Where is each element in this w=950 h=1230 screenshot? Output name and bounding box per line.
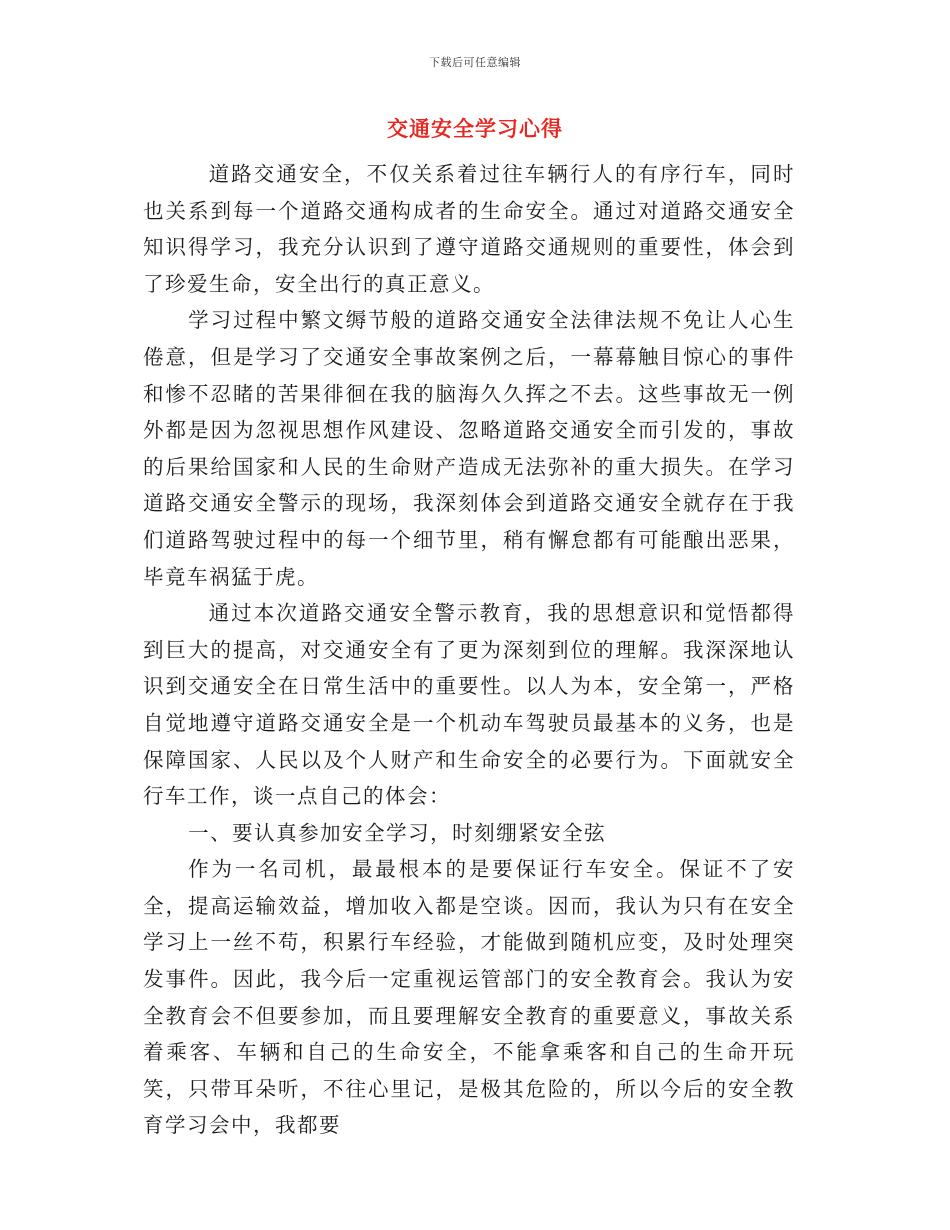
document-body <box>143 156 795 1144</box>
paragraph-1: 道路交通安全，不仅关系着过往车辆行人的有序行车，同时也关系到每一个道路交通构成者的生命安全。通过对道路交通安全知识得学习，我充分认识到了遵守道路交通规则的重要性，体会到了珍爱生命，安全出行的真正意义。 <box>143 162 795 296</box>
document-title: 交通安全学习心得 <box>387 116 563 141</box>
section-heading-1: 一、要认真参加安全学习，时刻绷紧安全弦 <box>188 820 607 845</box>
paragraph-2: 学习过程中繁文缛节般的道路交通安全法律法规不免让人心生倦意，但是学习了交通安全事故案例之后，一幕幕触目惊心的事件和惨不忍睹的苦果徘徊在我的脑海久久挥之不去。这些事故无一例外都是因为忽视思想作风建设、忽略道路交通安全而引发的，事故的后果给国家和人民的生命财产造成无法弥补的重大损失。在学习道路交通安全警示的现场，我深刻体会到道路交通安全就存在于我们道路驾驶过程中的每一个细节里，稍有懈怠都有可能酿出恶果，毕竟车祸猛于虎。 <box>143 308 795 589</box>
paragraph-3: 通过本次道路交通安全警示教育，我的思想意识和觉悟都得到巨大的提高，对交通安全有了更为深刻到位的理解。我深深地认识到交通安全在日常生活中的重要性。以人为本，安全第一，严格自觉地遵守道路交通安全是一个机动车驾驶员最基本的义务，也是保障国家、人民以及个人财产和生命安全的必要行为。下面就安全行车工作，谈一点自己的体会： <box>143 601 795 809</box>
header-note: 下载后可任意编辑 <box>429 56 521 69</box>
paragraph-4: 作为一名司机，最最根本的是要保证行车安全。保证不了安全，提高运输效益，增加收入都是空谈。因而，我认为只有在安全学习上一丝不苟，积累行车经验，才能做到随机应变，及时处理突发事件。因此，我今后一定重视运管部门的安全教育会。我认为安全教育会不但要参加，而且要理解安全教育的重要意义，事故关系着乘客、车辆和自己的生命安全，不能拿乘客和自己的生命开玩笑，只带耳朵听，不往心里记，是极其危险的，所以今后的安全教育学习会中，我都要 <box>143 857 795 1138</box>
